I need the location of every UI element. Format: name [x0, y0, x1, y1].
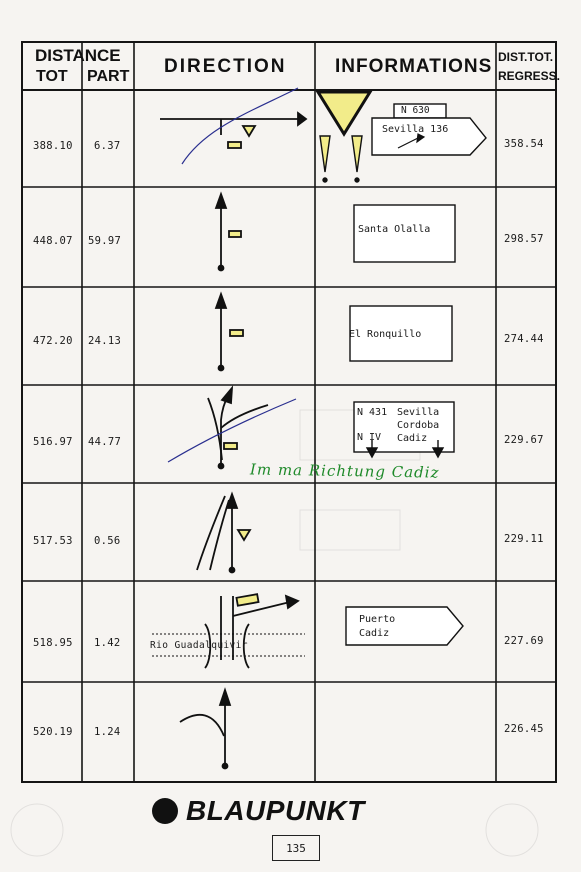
sign-el-ronquillo-text: El Ronquillo [349, 329, 422, 340]
direction-diagram-row2 [216, 194, 241, 271]
row2-regress: 298.57 [504, 233, 544, 245]
row3-tot: 472.20 [33, 335, 73, 347]
warning-pole-icons [320, 136, 362, 182]
direction-diagram-row1 [160, 88, 306, 164]
header-direction: DIRECTION [164, 56, 287, 77]
direction-diagram-row7 [180, 690, 230, 769]
sign-n431: N 431 [357, 407, 388, 418]
page-number: 135 [272, 835, 320, 861]
header-dist-tot: DIST.TOT. [498, 50, 554, 64]
direction-diagram-row5 [197, 494, 250, 573]
row7-tot: 520.19 [33, 726, 73, 738]
row6-regress: 227.69 [504, 635, 544, 647]
header-distance: DISTANCE [35, 46, 121, 65]
row1-tot: 388.10 [33, 140, 73, 152]
yield-sign-icon [318, 92, 370, 134]
sign-sevilla: Sevilla [397, 407, 440, 418]
sign-puerto: Puerto [359, 614, 396, 625]
sign-road-n630: N 630 [401, 105, 430, 116]
table-frame [22, 42, 556, 782]
sign-niv: N IV [357, 432, 382, 443]
sign-cadiz-2: Cadiz [359, 628, 390, 639]
river-label: Rio Guadalquivir [150, 640, 248, 651]
row1-part: 6.37 [94, 140, 121, 152]
row2-part: 59.97 [88, 235, 122, 247]
row5-part: 0.56 [94, 535, 121, 547]
row1-regress: 358.54 [504, 138, 544, 150]
direction-diagram-row4 [168, 388, 296, 469]
row4-tot: 516.97 [33, 436, 73, 448]
direction-diagram-row3 [216, 294, 243, 371]
header-tot: TOT [36, 68, 68, 85]
handwritten-note: Im ma Richtung Cadiz [249, 460, 440, 482]
row5-regress: 229.11 [504, 533, 544, 545]
row6-part: 1.42 [94, 637, 121, 649]
header-part: PART [87, 68, 130, 85]
sign-cordoba: Cordoba [397, 420, 440, 431]
header-informations: INFORMATIONS [335, 56, 493, 77]
brand-logo [152, 795, 365, 827]
sign-santa-olalla-text: Santa Olalla [358, 224, 431, 235]
row3-part: 24.13 [88, 335, 122, 347]
row7-regress: 226.45 [504, 723, 544, 735]
row7-part: 1.24 [94, 726, 121, 738]
row4-part: 44.77 [88, 436, 122, 448]
sign-sevilla-136: Sevilla 136 [382, 124, 449, 135]
header-regress: REGRESS. [498, 69, 561, 83]
row4-regress: 229.67 [504, 434, 544, 446]
row6-tot: 518.95 [33, 637, 73, 649]
row3-regress: 274.44 [504, 333, 544, 345]
brand-name: BLAUPUNKT [186, 795, 365, 826]
row5-tot: 517.53 [33, 535, 73, 547]
brand-dot-icon [152, 798, 178, 824]
direction-diagram-row6 [152, 594, 305, 668]
row2-tot: 448.07 [33, 235, 73, 247]
sign-cadiz: Cadiz [397, 433, 428, 444]
